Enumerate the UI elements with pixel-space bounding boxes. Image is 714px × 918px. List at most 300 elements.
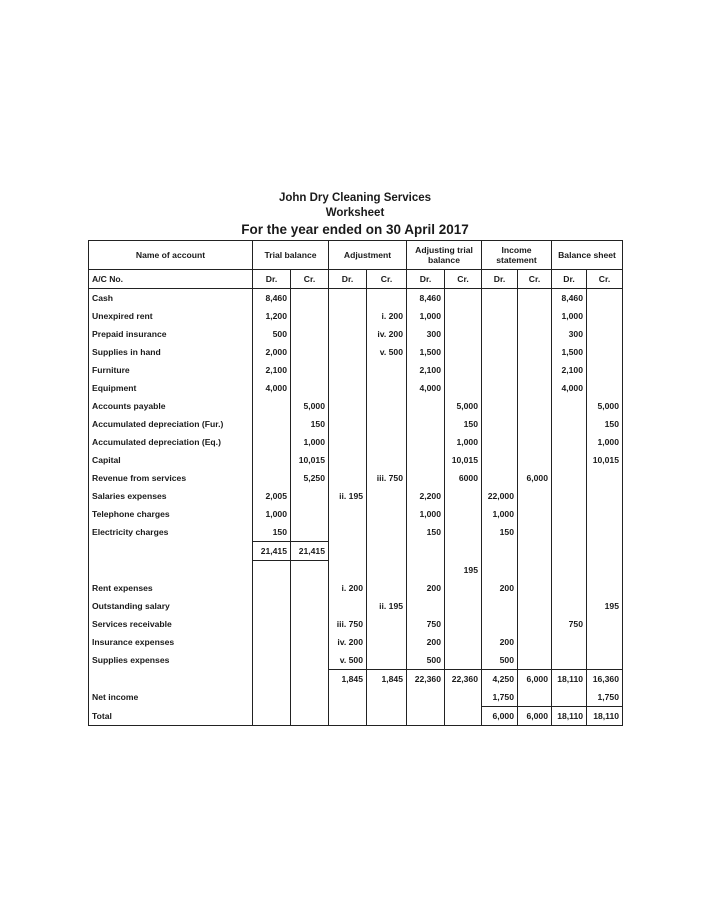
cell-bs-cr xyxy=(587,505,623,523)
cell-value: 150 xyxy=(272,527,287,537)
cell-adj-dr xyxy=(329,451,367,469)
cell-adj-dr xyxy=(329,707,367,726)
cell-bs-dr xyxy=(552,523,587,542)
cell-value: 6000 xyxy=(458,473,478,483)
cell-tb-cr xyxy=(291,561,329,580)
header-trial-balance-label: Trial balance xyxy=(264,250,317,260)
account-name: Furniture xyxy=(92,365,130,375)
cell-adj-dr xyxy=(329,651,367,670)
company-name: John Dry Cleaning Services xyxy=(278,192,432,204)
cell-value: 200 xyxy=(499,637,514,647)
cell-value: 16,360 xyxy=(592,674,619,684)
cell-atb-dr xyxy=(407,523,445,542)
cell-bs-cr xyxy=(587,561,623,580)
cell-is-dr xyxy=(482,487,518,505)
header-cr-label: Cr. xyxy=(598,274,611,284)
cell-bs-cr xyxy=(587,579,623,597)
cell-tb-cr xyxy=(291,542,329,561)
cell-atb-cr xyxy=(445,670,482,689)
cell-bs-cr xyxy=(587,615,623,633)
cell-atb-cr xyxy=(445,379,482,397)
cell-bs-dr xyxy=(552,343,587,361)
cell-value: 200 xyxy=(499,583,514,593)
account-row xyxy=(89,433,623,451)
cell-tb-dr xyxy=(253,307,291,325)
cell-adj-dr xyxy=(329,597,367,615)
worksheet-table xyxy=(88,240,623,726)
cell-adj-cr xyxy=(367,707,407,726)
header-adjusted-trial-balance xyxy=(407,241,482,270)
cell-adj-dr xyxy=(329,670,367,689)
cell-value: 8,460 xyxy=(419,293,441,303)
cell-value: 1,000 xyxy=(561,311,583,321)
cell-atb-cr xyxy=(445,651,482,670)
account-name-cell xyxy=(89,343,253,361)
cell-bs-cr xyxy=(587,307,623,325)
cell-value: 1,200 xyxy=(265,311,287,321)
cell-tb-cr xyxy=(291,523,329,542)
cell-bs-dr xyxy=(552,487,587,505)
account-row xyxy=(89,397,623,415)
cell-value: 1,845 xyxy=(341,674,363,684)
account-name: Supplies in hand xyxy=(92,347,161,357)
cell-value: 150 xyxy=(499,527,514,538)
cell-adj-dr xyxy=(329,523,367,542)
account-name: Supplies expenses xyxy=(92,655,170,666)
cell-value: 195 xyxy=(604,601,619,611)
cell-adj-dr xyxy=(329,615,367,633)
cell-value: 2,000 xyxy=(265,347,287,357)
cell-tb-dr xyxy=(253,361,291,379)
header-income-statement xyxy=(482,241,552,270)
cell-bs-cr xyxy=(587,469,623,487)
cell-value: 6,000 xyxy=(526,711,548,721)
cell-atb-dr xyxy=(407,670,445,689)
account-name-cell xyxy=(89,379,253,397)
cell-atb-cr xyxy=(445,579,482,597)
cell-adj-cr xyxy=(367,615,407,633)
account-row xyxy=(89,670,623,689)
cell-is-dr xyxy=(482,615,518,633)
header-dr-label: Dr. xyxy=(563,274,575,284)
header-adjusted-trial-balance-line-1: Adjusting trial xyxy=(415,245,473,255)
cell-value: 4,000 xyxy=(419,383,441,393)
cell-value: 1,000 xyxy=(419,311,441,321)
cell-value: iv. 200 xyxy=(377,329,403,339)
account-row xyxy=(89,307,623,325)
header-balance-sheet xyxy=(552,241,623,270)
cell-is-dr xyxy=(482,707,518,726)
cell-bs-cr xyxy=(587,523,623,542)
cell-bs-cr xyxy=(587,379,623,397)
cell-value: 22,360 xyxy=(451,674,478,684)
cell-value: 18,110 xyxy=(593,711,619,721)
cell-value: i. 200 xyxy=(381,311,403,321)
cell-is-dr xyxy=(482,688,518,707)
cell-bs-cr xyxy=(587,487,623,505)
header-dr-label: Dr. xyxy=(265,274,278,284)
cell-bs-dr xyxy=(552,415,587,433)
cell-value: 10,015 xyxy=(451,455,478,465)
cell-atb-dr xyxy=(407,707,445,726)
cell-value: 1,000 xyxy=(456,437,478,447)
account-name-cell xyxy=(89,542,253,561)
period-label: For the year ended on 30 April 2017 xyxy=(241,222,469,237)
cell-tb-cr xyxy=(291,343,329,361)
cell-tb-dr xyxy=(253,379,291,397)
cell-value: 150 xyxy=(604,419,619,429)
cell-adj-cr xyxy=(367,379,407,397)
account-name-cell xyxy=(89,307,253,325)
header-atb-dr xyxy=(407,270,445,289)
account-name: Prepaid insurance xyxy=(92,329,167,339)
account-name-cell xyxy=(89,415,253,433)
cell-atb-dr xyxy=(407,579,445,597)
account-row xyxy=(89,579,623,597)
cell-value: 300 xyxy=(426,329,441,339)
cell-value: 1,500 xyxy=(419,347,441,357)
cell-value: 1,000 xyxy=(597,437,619,447)
cell-value: 5,250 xyxy=(303,473,325,483)
cell-is-dr xyxy=(482,343,518,361)
cell-atb-cr xyxy=(445,505,482,523)
cell-atb-dr xyxy=(407,688,445,707)
account-name: Telephone charges xyxy=(92,509,170,519)
cell-value: 300 xyxy=(568,329,583,339)
cell-tb-cr xyxy=(291,415,329,433)
cell-tb-cr xyxy=(291,615,329,633)
cell-value: 500 xyxy=(499,655,514,665)
cell-atb-dr xyxy=(407,542,445,561)
cell-value: 1,845 xyxy=(381,674,403,684)
cell-atb-cr xyxy=(445,469,482,487)
cell-atb-dr xyxy=(407,433,445,451)
cell-value: 6,000 xyxy=(526,674,548,684)
cell-bs-cr xyxy=(587,688,623,707)
cell-tb-cr xyxy=(291,451,329,469)
cell-atb-dr xyxy=(407,307,445,325)
cell-adj-cr xyxy=(367,289,407,308)
cell-is-cr xyxy=(518,397,552,415)
account-row xyxy=(89,487,623,505)
cell-value: 150 xyxy=(463,419,478,429)
cell-atb-dr xyxy=(407,561,445,580)
cell-value: 10,015 xyxy=(298,455,325,465)
account-row xyxy=(89,523,623,542)
cell-tb-cr xyxy=(291,487,329,505)
cell-bs-dr xyxy=(552,542,587,561)
account-name: Outstanding salary xyxy=(92,601,170,611)
cell-adj-dr xyxy=(329,361,367,379)
cell-adj-dr xyxy=(329,379,367,397)
account-name-cell xyxy=(89,451,253,469)
cell-value: 750 xyxy=(568,619,583,629)
account-row xyxy=(89,325,623,343)
cell-atb-dr xyxy=(407,397,445,415)
cell-adj-cr xyxy=(367,579,407,597)
cell-is-dr xyxy=(482,451,518,469)
cell-atb-cr xyxy=(445,633,482,651)
cell-tb-cr xyxy=(291,469,329,487)
cell-adj-cr xyxy=(367,433,407,451)
cell-value: 195 xyxy=(463,564,478,575)
cell-bs-dr xyxy=(552,561,587,580)
account-row xyxy=(89,343,623,361)
cell-value: 5,000 xyxy=(303,401,325,411)
cell-bs-dr xyxy=(552,289,587,308)
cell-atb-cr xyxy=(445,343,482,361)
account-row xyxy=(89,542,623,561)
cell-value: 10,015 xyxy=(592,455,619,465)
account-name-cell xyxy=(89,487,253,505)
cell-adj-dr xyxy=(329,289,367,308)
cell-atb-cr xyxy=(445,542,482,561)
account-name: Cash xyxy=(92,293,114,303)
cell-value: 21,415 xyxy=(298,546,325,556)
cell-bs-cr xyxy=(587,597,623,615)
cell-value: 2,100 xyxy=(265,365,287,375)
cell-value: 500 xyxy=(272,329,287,339)
cell-value: 2,100 xyxy=(561,365,583,375)
cell-value: 1,000 xyxy=(492,509,514,519)
cell-atb-cr xyxy=(445,307,482,325)
cell-value: ii. 195 xyxy=(339,491,363,501)
account-row xyxy=(89,415,623,433)
cell-bs-dr xyxy=(552,379,587,397)
cell-bs-cr xyxy=(587,707,623,726)
cell-value: 1,750 xyxy=(597,692,619,702)
cell-bs-dr xyxy=(552,597,587,615)
account-row xyxy=(89,451,623,469)
cell-is-cr xyxy=(518,579,552,597)
header-bs-cr xyxy=(587,270,623,289)
account-name: Accumulated depreciation (Fur.) xyxy=(92,419,224,429)
account-name: Salaries expenses xyxy=(92,491,167,501)
header-cr-label: Cr. xyxy=(528,274,541,284)
cell-is-cr xyxy=(518,379,552,397)
cell-atb-dr xyxy=(407,505,445,523)
account-name: Net income xyxy=(92,692,139,703)
cell-adj-dr xyxy=(329,415,367,433)
cell-adj-cr xyxy=(367,397,407,415)
header-adjusted-trial-balance-line-2: balance xyxy=(427,255,460,265)
header-name-of-account-label: Name of account xyxy=(135,250,206,260)
cell-bs-dr xyxy=(552,579,587,597)
header-atb-cr xyxy=(445,270,482,289)
cell-is-dr xyxy=(482,561,518,580)
cell-adj-cr xyxy=(367,633,407,651)
cell-value: 8,460 xyxy=(265,293,287,303)
account-name-cell xyxy=(89,707,253,726)
cell-tb-dr xyxy=(253,633,291,651)
cell-value: 1,750 xyxy=(492,692,514,702)
header-income-statement-line-2: statement xyxy=(496,255,537,265)
cell-atb-cr xyxy=(445,451,482,469)
cell-value: 22,000 xyxy=(487,491,514,501)
account-name: Rent expenses xyxy=(92,583,153,593)
account-name-cell xyxy=(89,433,253,451)
cell-atb-dr xyxy=(407,361,445,379)
header-drcr-row xyxy=(89,270,623,289)
cell-is-cr xyxy=(518,651,552,670)
account-name-cell xyxy=(89,325,253,343)
cell-atb-cr xyxy=(445,415,482,433)
cell-value: iv. 200 xyxy=(337,637,363,647)
cell-is-cr xyxy=(518,561,552,580)
cell-atb-cr xyxy=(445,561,482,580)
account-name: Accumulated depreciation (Eq.) xyxy=(92,437,221,447)
header-bs-dr xyxy=(552,270,587,289)
cell-atb-dr xyxy=(407,451,445,469)
cell-is-dr xyxy=(482,505,518,523)
cell-tb-dr xyxy=(253,505,291,523)
cell-atb-cr xyxy=(445,615,482,633)
account-name-cell xyxy=(89,561,253,580)
cell-adj-dr xyxy=(329,307,367,325)
cell-tb-cr xyxy=(291,651,329,670)
cell-value: 21,415 xyxy=(260,546,287,556)
cell-atb-cr xyxy=(445,688,482,707)
account-name-cell xyxy=(89,361,253,379)
cell-bs-dr xyxy=(552,633,587,651)
cell-value: 1,000 xyxy=(265,509,287,519)
cell-bs-dr xyxy=(552,433,587,451)
cell-is-cr xyxy=(518,415,552,433)
header-name-of-account xyxy=(89,241,253,270)
cell-adj-dr xyxy=(329,561,367,580)
cell-value: 1,000 xyxy=(303,437,325,447)
cell-tb-cr xyxy=(291,633,329,651)
cell-tb-dr xyxy=(253,433,291,451)
header-cr-label: Cr. xyxy=(457,274,469,284)
cell-bs-dr xyxy=(552,451,587,469)
cell-atb-dr xyxy=(407,633,445,651)
cell-value: 6,000 xyxy=(492,711,514,721)
cell-is-cr xyxy=(518,670,552,689)
cell-tb-dr xyxy=(253,707,291,726)
cell-tb-dr xyxy=(253,651,291,670)
cell-atb-dr xyxy=(407,651,445,670)
cell-is-dr xyxy=(482,469,518,487)
cell-tb-dr xyxy=(253,469,291,487)
header-dr-label: Dr. xyxy=(493,274,506,284)
account-name: Capital xyxy=(92,455,121,465)
cell-bs-cr xyxy=(587,542,623,561)
cell-value: 200 xyxy=(426,583,441,593)
cell-adj-cr xyxy=(367,325,407,343)
cell-is-cr xyxy=(518,523,552,542)
account-name-cell xyxy=(89,289,253,308)
cell-value: 200 xyxy=(426,637,441,647)
cell-adj-cr xyxy=(367,542,407,561)
cell-tb-dr xyxy=(253,523,291,542)
cell-is-dr xyxy=(482,597,518,615)
cell-is-cr xyxy=(518,451,552,469)
cell-value: iii. 750 xyxy=(376,473,403,483)
cell-adj-cr xyxy=(367,307,407,325)
cell-tb-cr xyxy=(291,433,329,451)
cell-bs-dr xyxy=(552,469,587,487)
cell-adj-dr xyxy=(329,325,367,343)
cell-tb-dr xyxy=(253,597,291,615)
account-row xyxy=(89,289,623,308)
cell-value: 750 xyxy=(426,619,441,629)
cell-tb-cr xyxy=(291,361,329,379)
cell-adj-cr xyxy=(367,651,407,670)
cell-value: 2,005 xyxy=(265,491,287,501)
cell-value: 500 xyxy=(426,655,441,665)
cell-atb-cr xyxy=(445,361,482,379)
cell-bs-dr xyxy=(552,397,587,415)
cell-value: 18,110 xyxy=(557,711,583,721)
cell-is-cr xyxy=(518,487,552,505)
cell-bs-cr xyxy=(587,289,623,308)
cell-is-dr xyxy=(482,289,518,308)
cell-tb-dr xyxy=(253,561,291,580)
cell-adj-cr xyxy=(367,523,407,542)
account-name-cell xyxy=(89,615,253,633)
cell-bs-dr xyxy=(552,688,587,707)
cell-value: 150 xyxy=(310,419,325,429)
header-adjustment-label: Adjustment xyxy=(343,250,392,260)
account-row xyxy=(89,688,623,707)
cell-is-cr xyxy=(518,688,552,707)
cell-bs-dr xyxy=(552,615,587,633)
cell-tb-dr xyxy=(253,579,291,597)
header-cr-label: Cr. xyxy=(380,274,393,284)
cell-adj-dr xyxy=(329,487,367,505)
cell-bs-cr xyxy=(587,325,623,343)
cell-value: 1,000 xyxy=(419,509,441,519)
cell-atb-dr xyxy=(407,615,445,633)
cell-tb-dr xyxy=(253,397,291,415)
header-balance-sheet-label: Balance sheet xyxy=(558,250,616,260)
cell-is-cr xyxy=(518,325,552,343)
account-row xyxy=(89,561,623,580)
cell-adj-cr xyxy=(367,469,407,487)
cell-is-cr xyxy=(518,633,552,651)
cell-tb-dr xyxy=(253,415,291,433)
cell-adj-dr xyxy=(329,579,367,597)
cell-value: 6,000 xyxy=(526,473,548,483)
account-name: Equipment xyxy=(92,383,137,393)
cell-value: iii. 750 xyxy=(336,619,363,629)
cell-atb-cr xyxy=(445,433,482,451)
cell-value: 18,110 xyxy=(557,674,583,684)
account-row xyxy=(89,361,623,379)
account-name-cell xyxy=(89,597,253,615)
header-trial-balance xyxy=(253,241,329,270)
account-name-cell xyxy=(89,523,253,542)
account-name: Accounts payable xyxy=(92,401,166,411)
account-row xyxy=(89,505,623,523)
cell-value: i. 200 xyxy=(341,583,363,593)
header-group-row xyxy=(89,241,623,270)
cell-atb-cr xyxy=(445,597,482,615)
cell-adj-dr xyxy=(329,343,367,361)
account-name-cell xyxy=(89,397,253,415)
cell-is-dr xyxy=(482,397,518,415)
cell-atb-cr xyxy=(445,325,482,343)
header-acno xyxy=(89,270,253,289)
cell-atb-dr xyxy=(407,343,445,361)
cell-bs-dr xyxy=(552,651,587,670)
cell-adj-cr xyxy=(367,688,407,707)
cell-is-dr xyxy=(482,415,518,433)
cell-adj-cr xyxy=(367,343,407,361)
cell-is-cr xyxy=(518,542,552,561)
cell-value: 5,000 xyxy=(456,401,478,411)
